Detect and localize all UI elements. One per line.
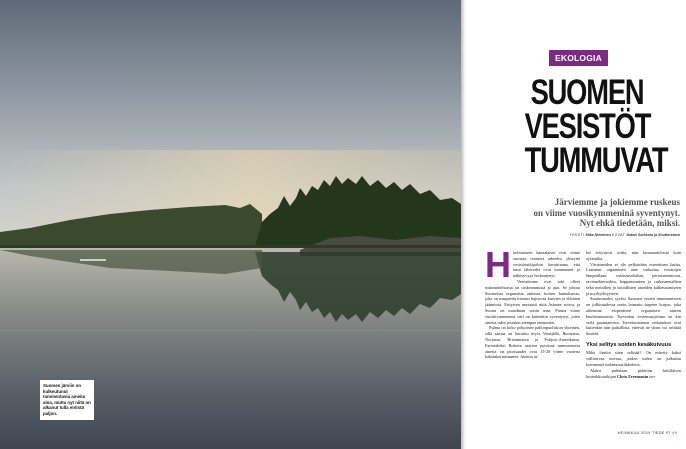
- body-paragraph: Mikä ilmiön siten selittää? On esitetty kaksi vallitsevaa teoriaa, joiden tueksi on julkaistu kymmeniä tutkimusartikkeleita.: [586, 350, 681, 367]
- byline: [485, 233, 680, 237]
- body-subheading: Yksi selitys soiden kesäkuivuus: [586, 341, 672, 348]
- body-column-1: [485, 244, 580, 430]
- drop-cap: H: [485, 244, 511, 285]
- body-paragraph: Vesistömme ovat toki olleet ruskeanheltaisia tai ruskeammistä jo ajat. Se johtuu Suomeista orgaanista aineista, koisen humuksesta, joka on maaperän hitaasti hajoavaa kasvien ja eläinten jäännöstä. Erityisen runsaasti niitä lisäntee soissa, ja Suomi on maailman soisin maa. Parina viime vuosikymmenenä väri on kuitenkin syventynyt, joten aineita tulee jostakin aiempaa enemmän.: [485, 278, 580, 325]
- byline-photo-author: Sakari Sarkkola ja Shutterstock: [626, 233, 680, 237]
- article-title: [524, 73, 668, 180]
- title-line-1: SUOMEN: [530, 73, 644, 112]
- title-line-2: VESISTÖT: [524, 107, 651, 146]
- section-tag: EKOLOGIA: [549, 50, 608, 66]
- photo-caption: Suomen järviin on kulkeutunut tummentavia aineita aina, mutta nyt niitä on alkanut tulla entistä paljon.: [40, 380, 94, 420]
- body-paragraph: Väriaineiden ei ole pelkästään esteettinen haitta. Liuennut orgaaninen aine vaikuttaa vesistöjen lämpötilaan, valaistusoloihin, perustuotantoon, ravinnekiertoihin, happamuuteen ja raskasmetallien sekä metallien ja haitallisten aineiden kulkeutumiseen ja myrkyllisyyteen.: [586, 261, 681, 296]
- folio-text: HEINÄKUU 2019 TIEDE 07: [617, 431, 671, 435]
- lead-line-3: Nyt ehkä tiedetään, miksi.: [579, 218, 680, 228]
- article-lead: [484, 197, 680, 229]
- lead-line-2: on viime vuosikymmeninä syventynyt.: [533, 207, 680, 218]
- article-page: [467, 0, 686, 449]
- body-paragraph: Huolestuneet kansalaiset ovat viime vuosina ottaneet aiheeksi yhteyttä vesistötutkijoihin havaittuaan, että tutut lähivedet ovat tummuneet ja näkösyvyys heikentynyt.: [485, 244, 580, 285]
- lead-line-1: Järviemme ja jokiemme ruskeus: [554, 197, 680, 207]
- byline-text-key: TEKSTI: [569, 233, 585, 237]
- article-body: [485, 244, 682, 430]
- byline-text-author: Mika Nieminen: [585, 233, 611, 237]
- byline-photo-key: KUVAT: [611, 233, 626, 237]
- body-paragraph: lee erityisesti soilta, niin luonnontiloista kuin ojitetuilta.: [586, 250, 681, 261]
- page-folio: [618, 431, 677, 435]
- body-paragraph: Alaksi puhutaan pidettiin brittiläisen kosteikkotutkijan Chris Freemanin teo-: [586, 367, 681, 379]
- title-line-3: TUMMUVAT: [524, 141, 668, 180]
- page-number: 49: [672, 431, 677, 435]
- body-paragraph: Suurimmaksi syyksi Suomen vesien tummumiseen on julkisuudessa usein leimattu turpeen korjuu, joka aiheuttaa eloperäisen orgaanisen aineen huuhtoutumista. Turvealan vesiensuojeluna on kin vielä parantamista. Turvetuotannon vaikutukset ovat kuitenkin niin paikallisia, etteivät ne yksin voi selittää ilmiötä.: [586, 296, 681, 337]
- body-column-2: [586, 250, 681, 430]
- body-paragraph: Pulma on koko pohjoisen pallonpuoliskon yhteinen, sillä samaa on havaittu myös Venäjällä, Ruotsissa, Norjassa, Britanniassa ja Pohjois-Amerikassa. Esimerkiksi Brittein saarten puroissa tummentavia aineita on pitoisuudet ovat 15-20 viime vuotena kaksinkertaistuneet. Aineita tu-: [485, 325, 580, 360]
